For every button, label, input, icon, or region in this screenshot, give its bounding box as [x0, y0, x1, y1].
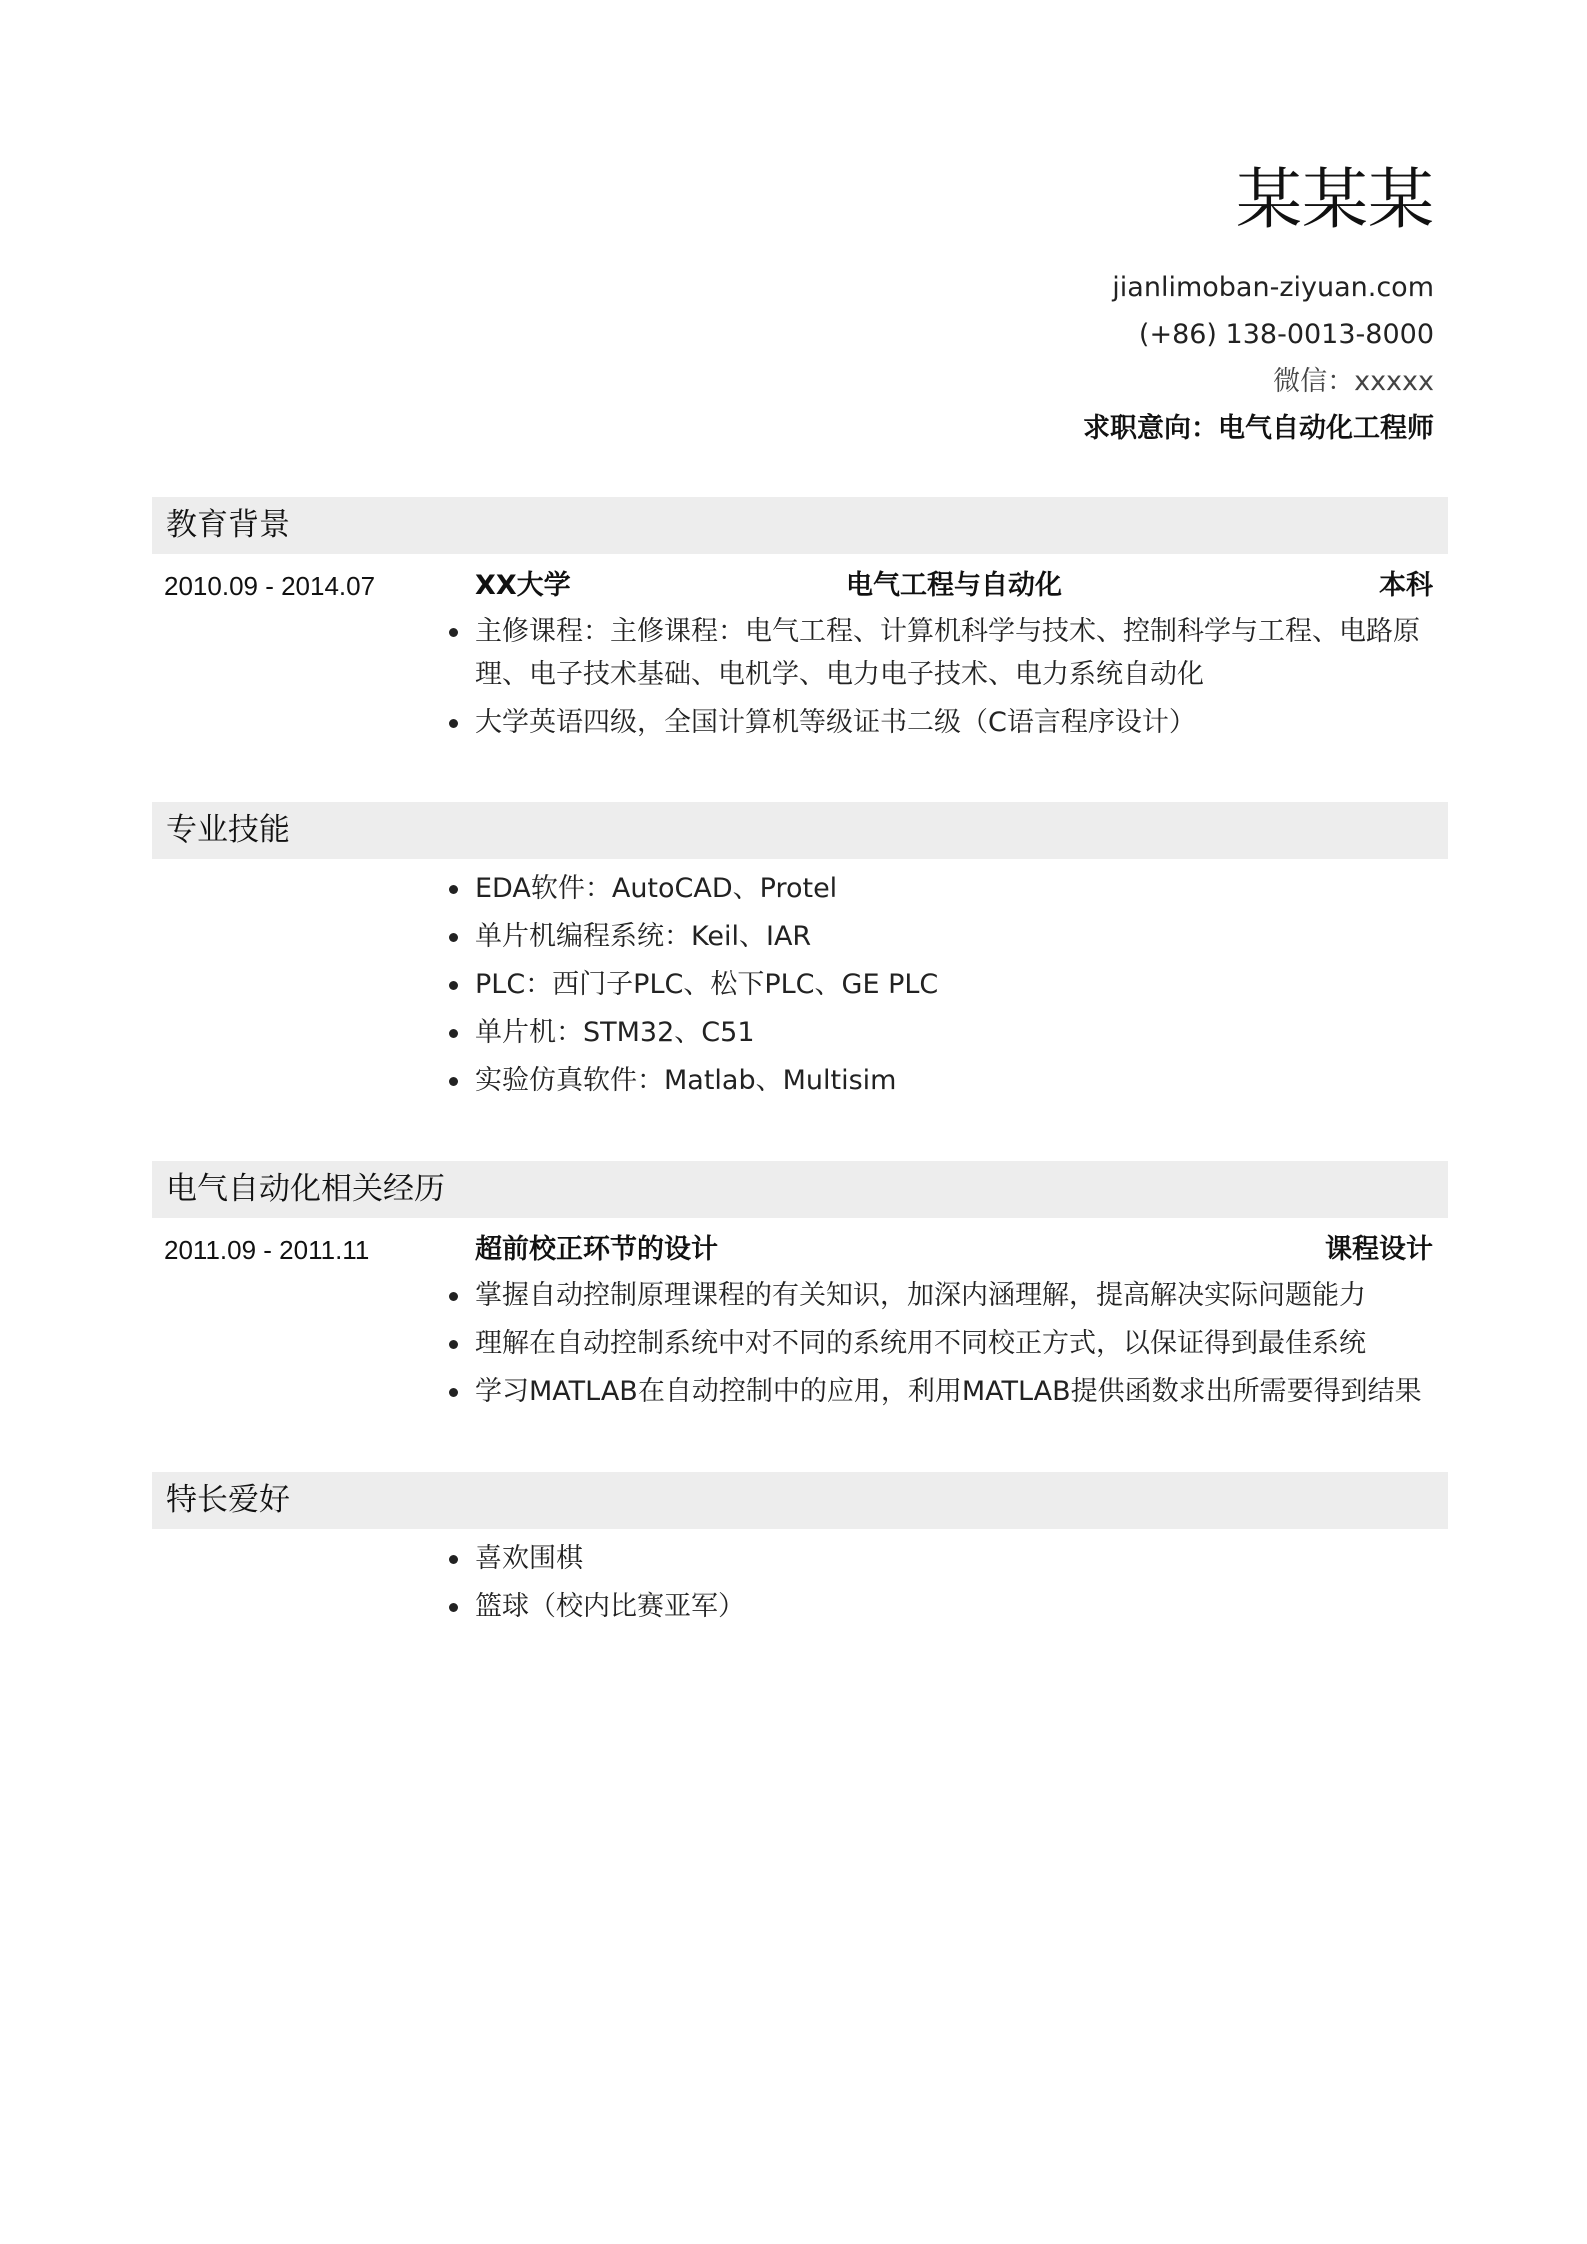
list-item: 喜欢围棋	[475, 1537, 1435, 1580]
list-item: 主修课程：主修课程：电气工程、计算机科学与技术、控制科学与工程、电路原理、电子技术基础、电机学、电力电子技术、电力系统自动化	[475, 610, 1435, 696]
resume-header	[1083, 160, 1434, 452]
phone-text: (+86) 138-0013-8000	[1138, 319, 1434, 350]
list-item: 大学英语四级，全国计算机等级证书二级（C语言程序设计）	[475, 701, 1435, 744]
section-title-experience: 电气自动化相关经历	[152, 1161, 1448, 1218]
list-item: 理解在自动控制系统中对不同的系统用不同校正方式，以保证得到最佳系统	[475, 1322, 1435, 1365]
major-name: 电气工程与自动化	[846, 570, 1062, 601]
section-skills	[152, 802, 1448, 1107]
wechat-text: 微信：xxxxx	[1273, 366, 1434, 397]
experience-entry-header	[475, 1226, 1433, 1274]
list-item: 掌握自动控制原理课程的有关知识，加深内涵理解，提高解决实际问题能力	[475, 1274, 1435, 1317]
list-item: 单片机编程系统：Keil、IAR	[475, 915, 1435, 958]
education-entry-header	[475, 562, 1433, 610]
list-item: EDA软件：AutoCAD、Protel	[475, 867, 1435, 910]
degree-label: 本科	[1379, 570, 1433, 601]
education-entry	[152, 554, 1448, 744]
skills-entry	[152, 859, 1448, 1102]
list-item: 篮球（校内比赛亚军）	[475, 1585, 1435, 1628]
list-item: 实验仿真软件：Matlab、Multisim	[475, 1059, 1435, 1102]
job-objective: 求职意向：电气自动化工程师	[1083, 413, 1434, 444]
education-list	[475, 610, 1435, 744]
website-text: jianlimoban-ziyuan.com	[1112, 272, 1434, 303]
list-item: 单片机：STM32、C51	[475, 1011, 1435, 1054]
experience-date: 2011.09 - 2011.11	[164, 1235, 370, 1265]
hobbies-entry	[152, 1529, 1448, 1628]
section-title-hobbies: 特长爱好	[152, 1472, 1448, 1529]
section-education	[152, 497, 1448, 749]
list-item: 学习MATLAB在自动控制中的应用，利用MATLAB提供函数求出所需要得到结果	[475, 1370, 1435, 1413]
candidate-name: 某某某	[1236, 161, 1434, 238]
list-item: PLC：西门子PLC、松下PLC、GE PLC	[475, 963, 1435, 1006]
project-type: 课程设计	[1325, 1234, 1433, 1265]
section-experience	[152, 1161, 1448, 1418]
section-title-education: 教育背景	[152, 497, 1448, 554]
skills-list	[475, 867, 1435, 1102]
project-name: 超前校正环节的设计	[475, 1234, 718, 1265]
school-name: XX大学	[475, 570, 571, 601]
hobbies-list	[475, 1537, 1435, 1628]
experience-entry	[152, 1218, 1448, 1413]
experience-list	[475, 1274, 1435, 1413]
section-hobbies	[152, 1472, 1448, 1633]
education-date: 2010.09 - 2014.07	[164, 571, 376, 601]
section-title-skills: 专业技能	[152, 802, 1448, 859]
